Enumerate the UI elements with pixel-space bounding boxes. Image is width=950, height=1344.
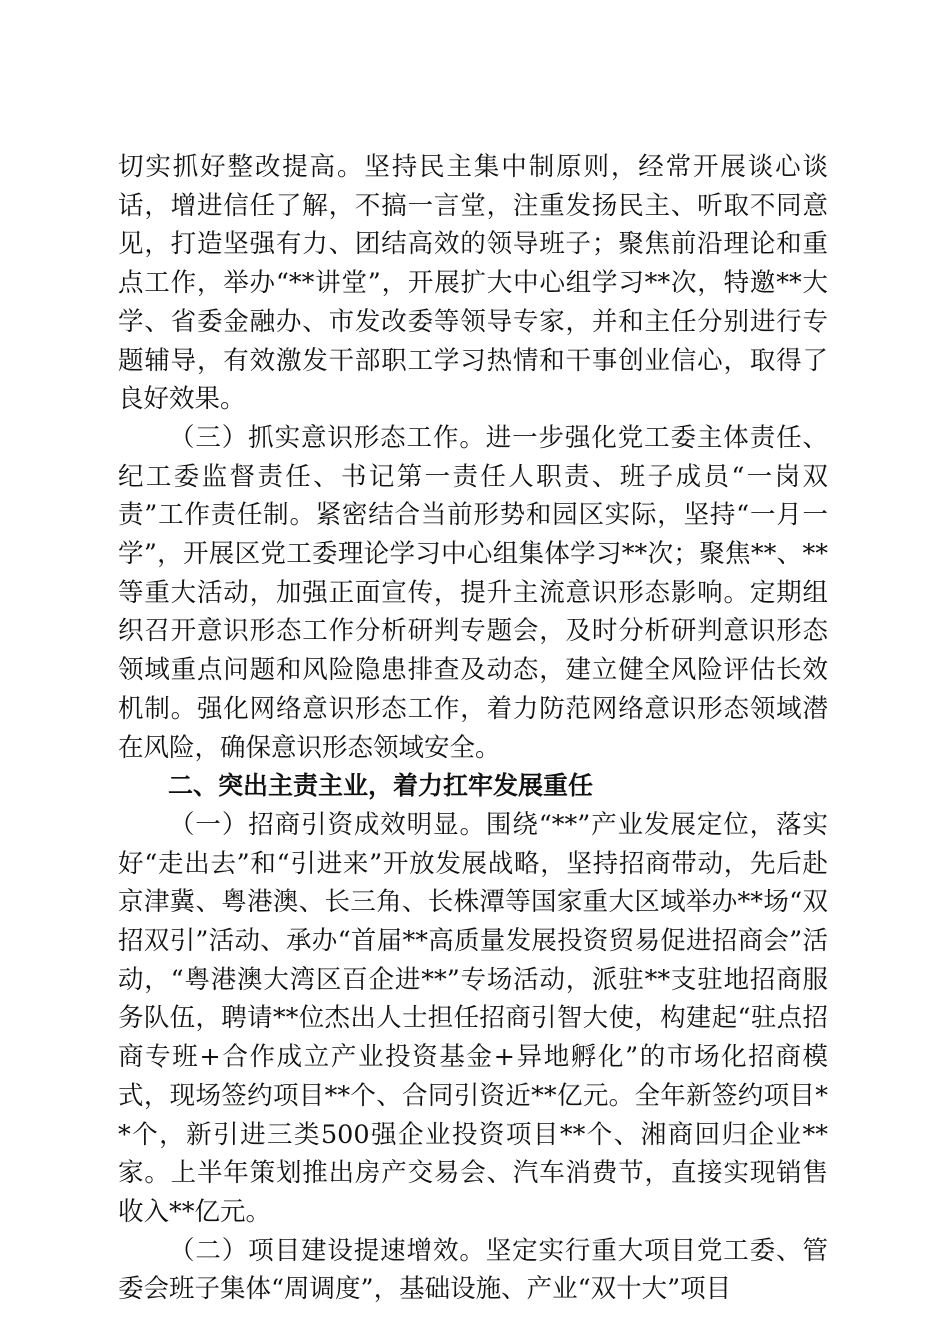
paragraph-investment [118, 806, 828, 1232]
section-1-3-lead: （三）抓实意识形态工作。 [169, 422, 486, 453]
paragraph-project-construction [118, 1232, 828, 1309]
section-1-3-body: 进一步强化党工委主体责任、纪工委监督责任、书记第一责任人职责、班子成员“一岗双责”工作责任制。紧密结合当前形势和园区实际，坚持“一月一学”，开展区党工委理论学习中心组集体学习**次；聚焦**、**等重大活动，加强正面宣传，提升主流意识形态影响。定期组织召开意识形态工作分析研判专题会，及时分析研判意识形态领域重点问题和风险隐患排查及动态，建立健全风险评估长效机制。强化网络意识形态工作，着力防范网络意识形态领域潜在风险，确保意识形态领域安全。 [118, 422, 828, 763]
paragraph-continued: 切实抓好整改提高。坚持民主集中制原则，经常开展谈心谈话，增进信任了解，不搞一言堂，注重发扬民主、听取不同意见，打造坚强有力、团结高效的领导班子；聚焦前沿理论和重点工作，举办“**讲堂”，开展扩大中心组学习**次，特邀**大学、省委金融办、市发改委等领导专家，并和主任分别进行专题辅导，有效激发干部职工学习热情和干事创业信心，取得了良好效果。 [118, 152, 828, 415]
section-2-1-lead: （一）招商引资成效明显。 [169, 809, 486, 840]
section-2-1-body: 围绕“**”产业发展定位，落实好“走出去”和“引进来”开放发展战略，坚持招商带动，先后赴京津冀、粤港澳、长三角、长株潭等国家重大区域举办**场“双招双引”活动、承办“首届**高质量发展投资贸易促进招商会”活动，“粤港澳大湾区百企进**”专场活动，派驻**支驻地招商服务队伍，聘请**位杰出人士担任招商引智大使，构建起“驻点招商专班+合作成立产业投资基金+异地孵化”的市场化招商模式，现场签约项目**个、合同引资近**亿元。全年新签约项目**个，新引进三类500强企业投资项目**个、湘商回归企业**家。上半年策划推出房产交易会、汽车消费节，直接实现销售收入**亿元。 [118, 809, 828, 1227]
document-body [118, 148, 828, 1309]
section-heading-2: 二、突出主责主业，着力扛牢发展重任 [168, 771, 594, 801]
section-2-2-body: 坚定实行重大项目党工委、管委会班子集体“周调度”，基础设施、产业“双十大”项目 [118, 1235, 828, 1305]
paragraph-ideology-work [118, 419, 828, 767]
section-2-2-lead: （二）项目建设提速增效。 [169, 1235, 486, 1266]
